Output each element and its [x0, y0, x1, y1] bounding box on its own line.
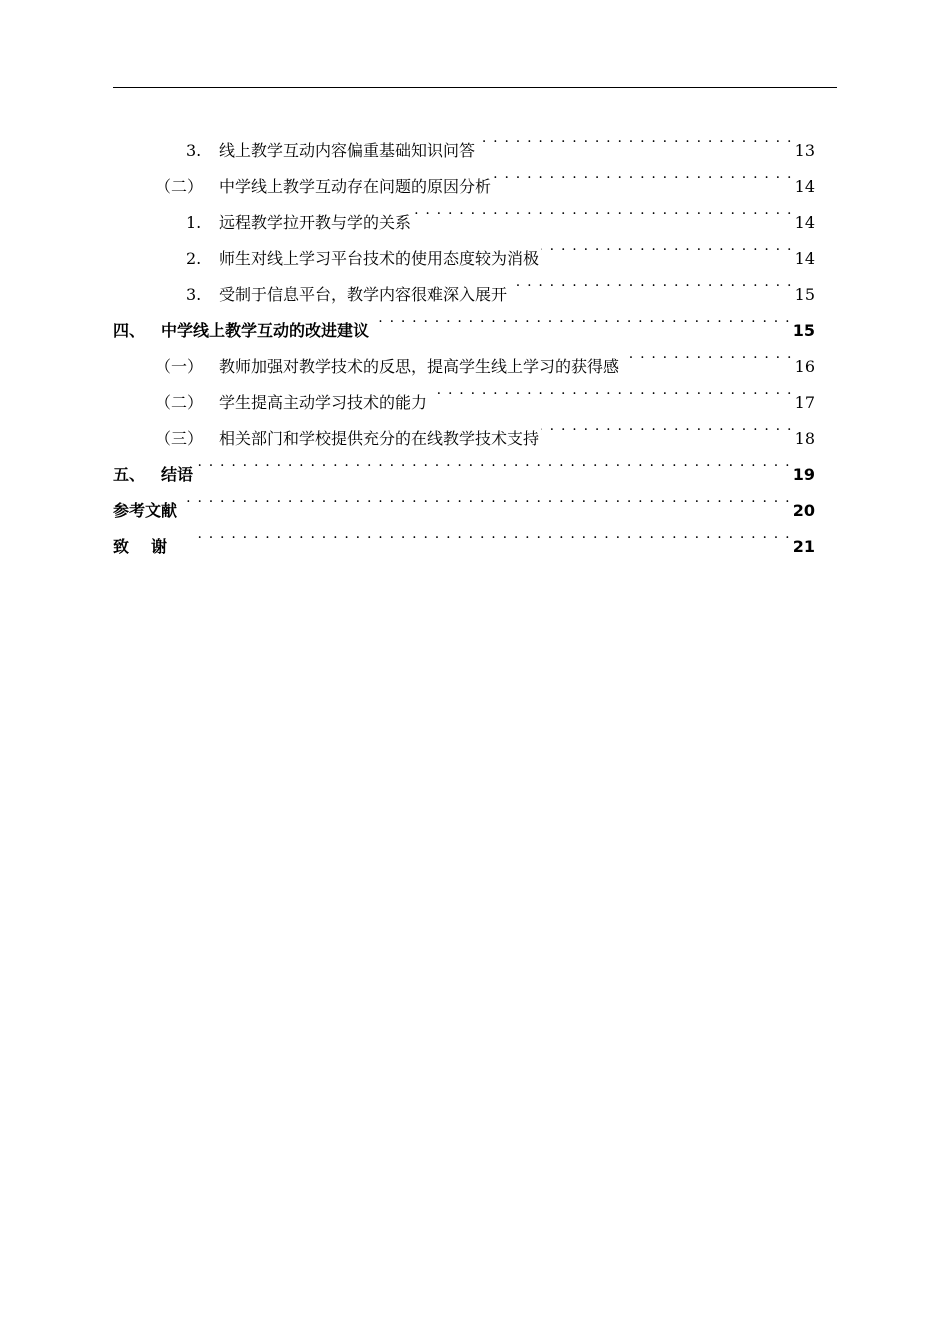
toc-entry-title: 中学线上教学互动的改进建议	[161, 321, 370, 340]
toc-entry-number: （二）	[155, 177, 204, 196]
toc-entry-title: 中学线上教学互动存在问题的原因分析	[219, 177, 492, 196]
toc-entry-number: 四、	[113, 321, 146, 340]
toc-dot-leader	[541, 408, 793, 444]
toc-dot-leader	[541, 228, 793, 264]
table-of-contents	[113, 120, 815, 556]
toc-entry-page: 14	[794, 249, 815, 268]
toc-entry-title: 参考文献	[113, 501, 178, 520]
toc-entry[interactable]	[113, 480, 815, 520]
toc-entry-title: 教师加强对教学技术的反思，提高学生线上学习的获得感	[219, 357, 620, 376]
toc-entry[interactable]	[113, 120, 815, 160]
toc-entry-number: 3.	[186, 141, 202, 160]
toc-dot-leader	[621, 336, 793, 372]
toc-entry-number: （一）	[155, 357, 204, 376]
toc-entry-page: 15	[792, 321, 815, 340]
toc-entry-number: 五、	[113, 465, 146, 484]
toc-entry-number: （三）	[155, 429, 204, 448]
toc-entry-number: 2.	[186, 249, 202, 268]
toc-dot-leader	[429, 372, 793, 408]
toc-entry[interactable]	[113, 444, 815, 484]
toc-entry-page: 19	[792, 465, 815, 484]
toc-dot-leader	[413, 192, 793, 228]
toc-entry-page: 17	[794, 393, 815, 412]
toc-entry-page: 13	[794, 141, 815, 160]
toc-entry[interactable]	[113, 516, 815, 556]
toc-entry-number: 3.	[186, 285, 202, 304]
toc-dot-leader	[509, 264, 793, 300]
toc-entry-title: 相关部门和学校提供充分的在线教学技术支持	[219, 429, 540, 448]
header-rule	[113, 87, 837, 88]
toc-entry-title: 远程教学拉开教与学的关系	[219, 213, 412, 232]
toc-dot-leader	[493, 156, 793, 192]
toc-entry-page: 15	[794, 285, 815, 304]
toc-entry-page: 16	[794, 357, 815, 376]
toc-dot-leader	[191, 516, 791, 552]
toc-entry-number: 1.	[186, 213, 202, 232]
toc-entry-page: 20	[792, 501, 815, 520]
toc-entry-page: 14	[794, 177, 815, 196]
toc-dot-leader	[371, 300, 791, 336]
toc-entry-page: 14	[794, 213, 815, 232]
toc-entry-title: 师生对线上学习平台技术的使用态度较为消极	[219, 249, 540, 268]
toc-entry-number: （二）	[155, 393, 204, 412]
toc-dot-leader	[195, 444, 791, 480]
toc-entry-title: 学生提高主动学习技术的能力	[219, 393, 428, 412]
toc-entry-title: 结语	[161, 465, 194, 484]
toc-entry-title: 线上教学互动内容偏重基础知识问答	[219, 141, 476, 160]
toc-dot-leader	[477, 120, 793, 156]
toc-entry-title: 致谢	[113, 537, 190, 556]
toc-dot-leader	[179, 480, 791, 516]
toc-entry-page: 18	[794, 429, 815, 448]
toc-entry-title: 受制于信息平台，教学内容很难深入展开	[219, 285, 508, 304]
toc-entry-page: 21	[792, 537, 815, 556]
